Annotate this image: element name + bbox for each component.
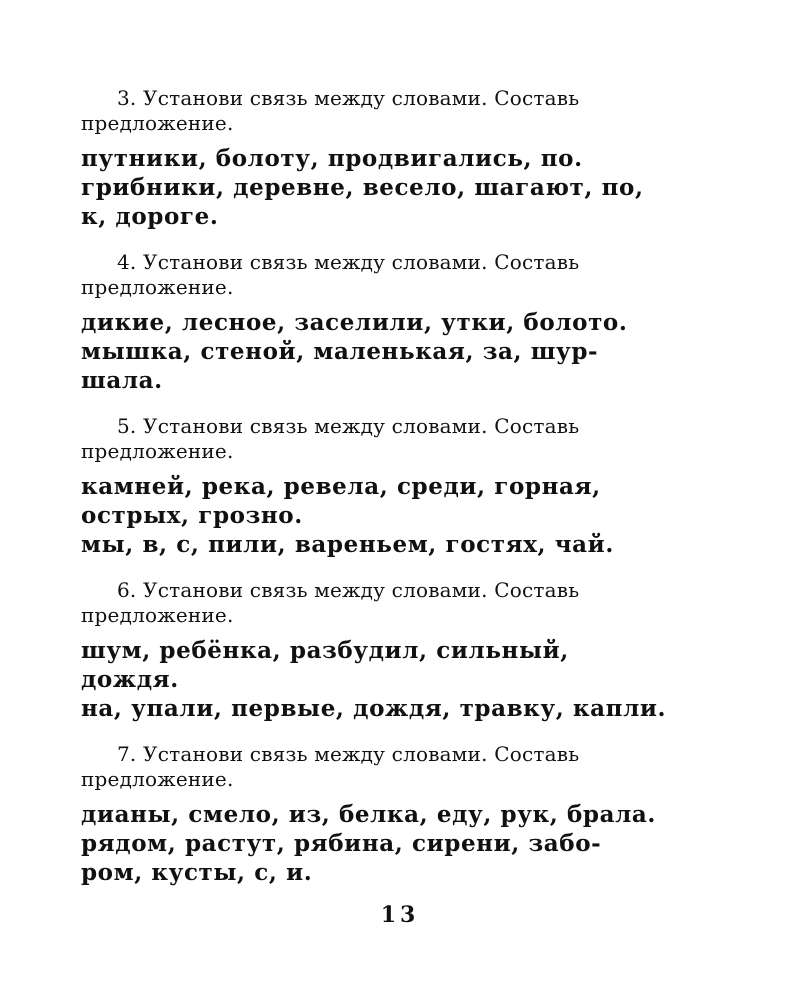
task-instruction-line — [81, 742, 691, 767]
page-content — [81, 86, 691, 887]
exercise-number: 6. — [117, 578, 137, 602]
word-line: на, упали, первые, дождя, травку, капли. — [81, 695, 667, 722]
word-line: грибники, деревне, весело, шагают, по, — [81, 174, 644, 201]
task-instruction-continuation: предложение. — [81, 603, 234, 627]
exercise-3 — [81, 86, 691, 231]
word-list — [81, 800, 691, 887]
word-list — [81, 472, 691, 559]
exercise-5 — [81, 414, 691, 559]
word-line: ром, кусты, с, и. — [81, 859, 313, 886]
task-instruction-text: Установи связь между словами. Составь — [143, 414, 580, 438]
task-instruction-line — [81, 250, 691, 275]
word-list — [81, 308, 691, 395]
exercise-number: 5. — [117, 414, 137, 438]
word-line: дикие, лесное, заселили, утки, болото. — [81, 309, 628, 336]
task-instruction-text: Установи связь между словами. Составь — [143, 578, 580, 602]
word-line: к, дороге. — [81, 203, 219, 230]
word-line: острых, грозно. — [81, 502, 303, 529]
task-instruction-continuation: предложение. — [81, 111, 234, 135]
word-list — [81, 636, 691, 723]
task-instruction-line — [81, 86, 691, 111]
exercise-7 — [81, 742, 691, 887]
word-line: рядом, растут, рябина, сирени, забо- — [81, 830, 602, 857]
exercise-number: 7. — [117, 742, 137, 766]
word-line: шала. — [81, 367, 163, 394]
page-number: 13 — [380, 902, 420, 928]
word-line: дождя. — [81, 666, 179, 693]
task-instruction-line — [81, 414, 691, 439]
task-instruction-text: Установи связь между словами. Составь — [143, 250, 580, 274]
task-instruction-continuation: предложение. — [81, 767, 234, 791]
task-instruction-text: Установи связь между словами. Составь — [143, 742, 580, 766]
word-line: шум, ребёнка, разбудил, сильный, — [81, 637, 569, 664]
exercise-number: 4. — [117, 250, 137, 274]
task-instruction-continuation: предложение. — [81, 439, 234, 463]
exercise-4 — [81, 250, 691, 395]
exercise-6 — [81, 578, 691, 723]
word-line: камней, река, ревела, среди, горная, — [81, 473, 601, 500]
word-list — [81, 144, 691, 231]
word-line: дианы, смело, из, белка, еду, рук, брала. — [81, 801, 657, 828]
word-line: путники, болоту, продвигались, по. — [81, 145, 583, 172]
task-instruction-text: Установи связь между словами. Составь — [143, 86, 580, 110]
task-instruction-continuation: предложение. — [81, 275, 234, 299]
word-line: мы, в, с, пили, вареньем, гостях, чай. — [81, 531, 614, 558]
task-instruction-line — [81, 578, 691, 603]
exercise-number: 3. — [117, 86, 137, 110]
word-line: мышка, стеной, маленькая, за, шур- — [81, 338, 599, 365]
